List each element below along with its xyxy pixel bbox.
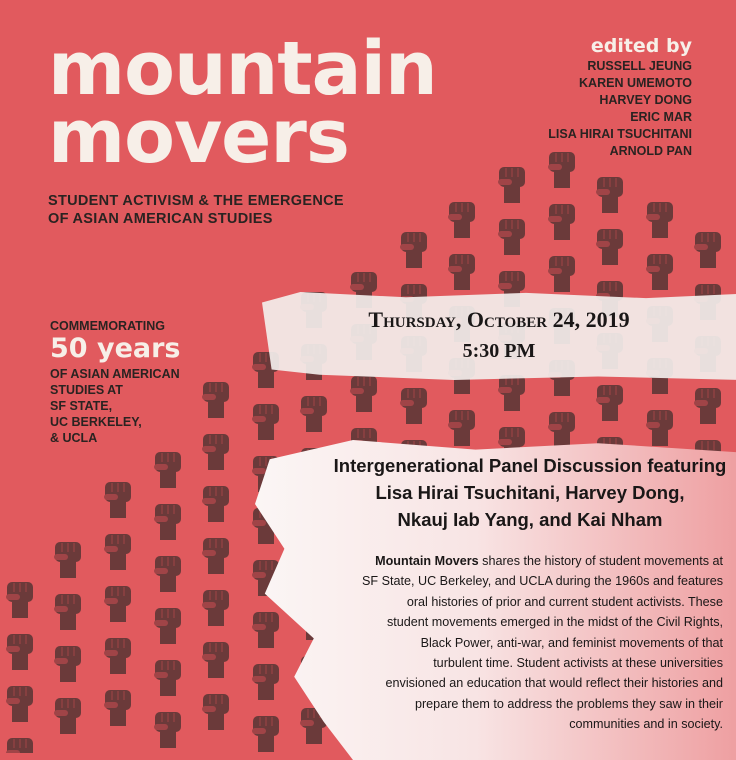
panel-title xyxy=(330,452,730,533)
raised-fist-icon xyxy=(154,660,181,696)
raised-fist-icon xyxy=(104,534,131,570)
raised-fist-icon xyxy=(202,694,229,730)
desc-line: oral histories of prior and current student activists. These xyxy=(406,594,723,609)
raised-fist-icon xyxy=(548,412,575,448)
raised-fist-icon xyxy=(154,712,181,748)
event-date: Thursday, October 24, 2019 xyxy=(368,307,630,332)
school-line: UC BERKELEY, xyxy=(50,415,142,429)
desc-line: shares the history of student movements at xyxy=(478,554,723,568)
raised-fist-icon xyxy=(202,434,229,470)
raised-fist-icon xyxy=(6,738,33,753)
raised-fist-icon xyxy=(548,256,575,292)
editor-name: ERIC MAR xyxy=(630,110,692,124)
raised-fist-icon xyxy=(154,452,181,488)
book-subtitle xyxy=(48,192,428,228)
raised-fist-icon xyxy=(6,634,33,670)
book-title-line1: mountain xyxy=(48,26,437,112)
panel-line: Intergenerational Panel Discussion featuring xyxy=(333,455,727,476)
editor-name: RUSSELL JEUNG xyxy=(587,59,692,73)
school-line: SF STATE, xyxy=(50,399,113,413)
raised-fist-icon xyxy=(300,396,327,432)
commemorating-label: COMMEMORATING xyxy=(50,319,166,333)
raised-fist-icon xyxy=(400,388,427,424)
raised-fist-icon xyxy=(104,638,131,674)
desc-book-title: Mountain Movers xyxy=(375,554,479,568)
school-line: STUDIES AT xyxy=(50,383,123,397)
raised-fist-icon xyxy=(448,410,475,446)
school-line: & UCLA xyxy=(50,431,98,445)
raised-fist-icon xyxy=(548,204,575,240)
raised-fist-icon xyxy=(646,254,673,290)
raised-fist-icon xyxy=(646,410,673,446)
desc-line: Black Power, anti-war, and feminist movements of that xyxy=(420,635,723,650)
raised-fist-icon xyxy=(498,167,525,203)
raised-fist-icon xyxy=(202,642,229,678)
raised-fist-icon xyxy=(104,482,131,518)
desc-line: student movements emerged in the midst of the Civil Rights, xyxy=(387,615,723,630)
commemoration-block xyxy=(50,318,181,446)
desc-line: turbulent time. Student activists at these universities xyxy=(433,656,723,671)
raised-fist-icon xyxy=(154,556,181,592)
raised-fist-icon xyxy=(252,716,279,752)
raised-fist-icon xyxy=(694,232,721,268)
years-label: 50 years xyxy=(50,333,181,364)
event-description xyxy=(355,551,723,735)
raised-fist-icon xyxy=(498,375,525,411)
desc-line: envisioned an education that would reflect their histories and xyxy=(385,676,723,691)
raised-fist-icon xyxy=(104,586,131,622)
raised-fist-icon xyxy=(252,404,279,440)
subtitle-line2: OF ASIAN AMERICAN STUDIES xyxy=(48,211,273,227)
editors-block xyxy=(548,34,692,160)
raised-fist-icon xyxy=(202,486,229,522)
subtitle-line1: STUDENT ACTIVISM & THE EMERGENCE xyxy=(48,193,344,209)
editor-name: LISA HIRAI TSUCHITANI xyxy=(548,127,692,141)
raised-fist-icon xyxy=(596,177,623,213)
editor-name: HARVEY DONG xyxy=(599,93,692,107)
event-time: 5:30 PM xyxy=(462,340,536,362)
raised-fist-icon xyxy=(448,202,475,238)
raised-fist-icon xyxy=(202,382,229,418)
raised-fist-icon xyxy=(646,202,673,238)
raised-fist-icon xyxy=(498,219,525,255)
panel-line: Lisa Hirai Tsuchitani, Harvey Dong, xyxy=(375,482,685,503)
desc-line: SF State, UC Berkeley, and UCLA during the 1960s and features xyxy=(362,574,723,589)
raised-fist-icon xyxy=(154,504,181,540)
raised-fist-icon xyxy=(6,686,33,722)
event-when xyxy=(262,304,736,366)
raised-fist-icon xyxy=(54,542,81,578)
book-title-line2: movers xyxy=(48,94,349,180)
raised-fist-icon xyxy=(596,229,623,265)
desc-line: prepare them to address the problems they saw in their xyxy=(414,696,723,711)
editors-label: edited by xyxy=(590,35,692,57)
raised-fist-icon xyxy=(154,608,181,644)
raised-fist-icon xyxy=(6,582,33,618)
raised-fist-icon xyxy=(400,232,427,268)
editor-name: ARNOLD PAN xyxy=(609,144,692,158)
panel-line: Nkauj Iab Yang, and Kai Nham xyxy=(397,509,663,530)
raised-fist-icon xyxy=(202,590,229,626)
raised-fist-icon xyxy=(448,254,475,290)
raised-fist-icon xyxy=(350,376,377,412)
raised-fist-icon xyxy=(104,690,131,726)
raised-fist-icon xyxy=(694,388,721,424)
raised-fist-icon xyxy=(252,612,279,648)
raised-fist-icon xyxy=(54,698,81,734)
raised-fist-icon xyxy=(54,646,81,682)
editor-name: KAREN UMEMOTO xyxy=(579,76,692,90)
school-line: OF ASIAN AMERICAN xyxy=(50,367,180,381)
desc-line: communities and in society. xyxy=(569,717,723,732)
raised-fist-icon xyxy=(54,594,81,630)
raised-fist-icon xyxy=(252,664,279,700)
raised-fist-icon xyxy=(596,385,623,421)
raised-fist-icon xyxy=(202,538,229,574)
